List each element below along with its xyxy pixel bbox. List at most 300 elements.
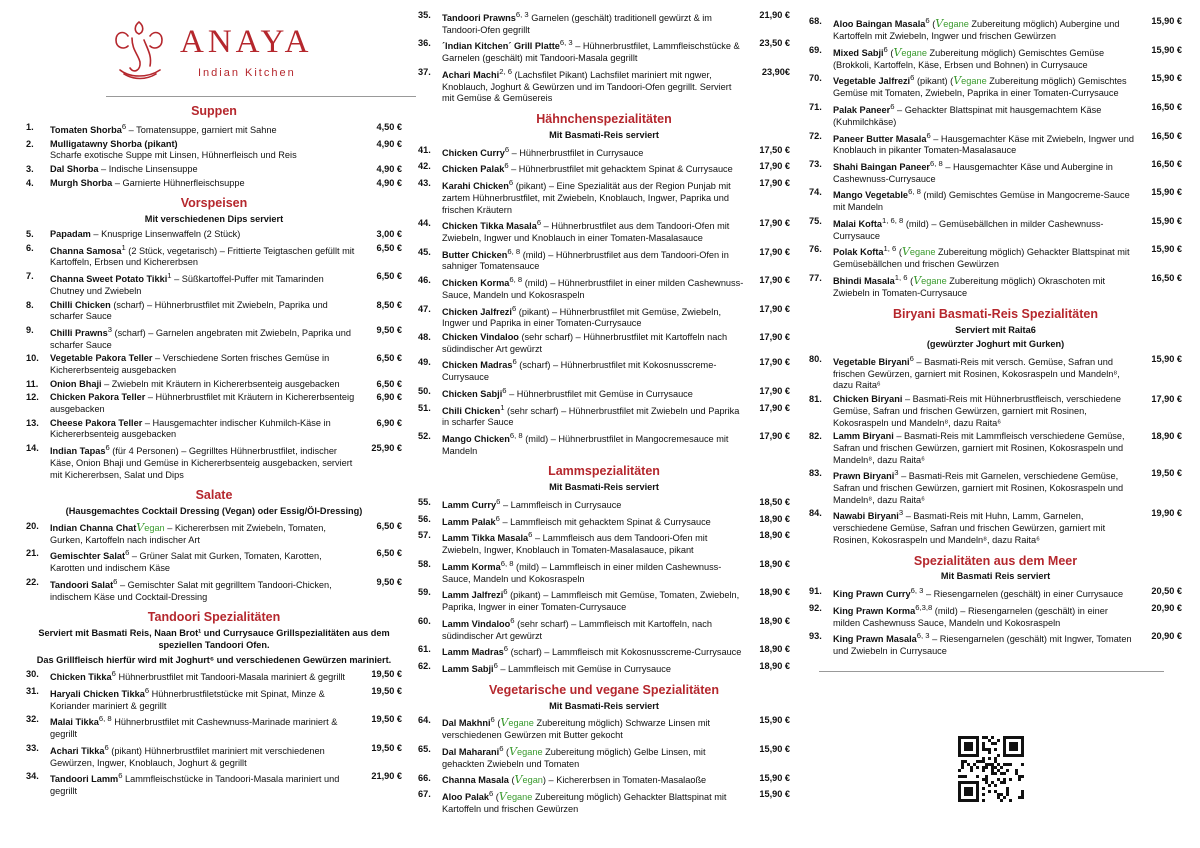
allergen-codes: 6 — [510, 615, 515, 625]
item-text: (für 4 Personen) – Gegrilltes Hühnerbrustfilet, indischer Käse, Onion Bhaji und Gemüse in Kichererbsenteig ausgebacken, serviert mit Kichererbsen, Salat und Dips — [50, 446, 353, 480]
item-name: Mixed Sabji — [833, 47, 884, 58]
allergen-codes: 6 — [118, 771, 123, 781]
menu-item — [809, 216, 1182, 242]
item-description — [442, 616, 750, 642]
item-number: 32. — [26, 714, 39, 725]
vegan-label: egane — [517, 747, 543, 758]
item-price: 23,50 € — [759, 38, 790, 49]
item-number: 14. — [26, 443, 39, 454]
vegan-mark-icon: V — [500, 716, 509, 730]
item-description — [833, 131, 1142, 157]
allergen-codes: 6,3,8 — [915, 602, 933, 612]
item-description — [442, 514, 750, 529]
item-price: 16,50 € — [1151, 130, 1182, 141]
item-number: 60. — [418, 615, 431, 626]
item-name: Lamm Palak — [442, 516, 496, 527]
item-name: Chili Chicken — [442, 405, 501, 416]
item-number: 34. — [26, 771, 39, 782]
item-text: – Hausgemachter indischer Kuhmilch-Käse in Kichererbsenteig ausgebacken — [50, 417, 331, 440]
item-price: 18,90 € — [759, 558, 790, 569]
menu-item — [809, 187, 1182, 213]
item-text: Lammfleischstücke in Tandoori-Masala mariniert und gegrillt — [50, 774, 340, 797]
item-price: 25,90 € — [371, 443, 402, 454]
menu-item — [809, 631, 1182, 657]
item-text: Scharfe exotische Suppe mit Linsen, Hühnerfleisch und Reis — [50, 150, 297, 161]
item-text: – Basmati-Reis mit Huhn, Lamm, Garnelen, verschiedene Gemüse, Safran und frischen Gewürzen, garniert mit Rosinen, Kokosraspeln und Mandeln⁸, dazu Raita⁶ — [833, 511, 1106, 545]
item-number: 82. — [809, 431, 822, 442]
item-name: Prawn Biryani — [833, 471, 895, 482]
item-number: 47. — [418, 303, 431, 314]
item-price: 17,90 € — [759, 178, 790, 189]
item-text: (2 Stück, vegetarisch) – Frittierte Teigtaschen gefüllt mit Kartoffeln, Erbsen und Kichererbsen — [50, 245, 355, 268]
item-text: (mild) – Gemüsebällchen in milder Cashewnuss-Currysauce — [833, 218, 1104, 241]
item-name: Lamm Korma — [442, 561, 501, 572]
item-price: 17,90 € — [759, 218, 790, 229]
item-number: 7. — [26, 271, 34, 282]
allergen-codes: 6 — [925, 16, 930, 25]
item-price: 16,50 € — [1151, 102, 1182, 113]
item-price: 18,90 € — [759, 530, 790, 541]
item-text: (mild) – Riesengarnelen (geschält) in einer milden Cashewnuss Sauce, Mandeln und Kokosraspeln — [833, 605, 1108, 628]
item-name: Chicken Sabji — [442, 388, 503, 399]
item-number: 20. — [26, 520, 39, 531]
item-description — [50, 392, 362, 415]
item-name: Chicken Palak — [442, 164, 505, 175]
menu-item — [418, 275, 790, 301]
menu-item — [26, 271, 402, 297]
allergen-codes: 6 — [113, 576, 118, 586]
vegan-label: egane — [508, 718, 534, 729]
item-price: 6,50 € — [376, 520, 402, 531]
vegan-label: egane — [943, 19, 969, 30]
menu-item — [26, 714, 402, 740]
item-description — [442, 403, 750, 429]
item-description — [833, 102, 1142, 128]
item-name: Murgh Shorba — [50, 177, 113, 188]
item-text: – Basmati-Reis mit Lammfleisch verschiedene Gemüse, Safran und frischen Gewürzen, garniert mit Rosinen, Kokosraspeln und Mandeln⁸, dazu Raita⁶ — [833, 431, 1125, 465]
item-description — [833, 45, 1142, 72]
item-name: Channa Samosa — [50, 245, 122, 256]
menu-item — [26, 243, 402, 269]
item-price: 15,90 € — [1151, 354, 1182, 365]
item-description — [833, 631, 1142, 657]
item-name: Vegetable Jalfrezi — [833, 76, 911, 87]
item-price: 15,90 € — [1151, 215, 1182, 226]
allergen-codes: 3 — [894, 468, 899, 478]
item-number: 71. — [809, 102, 822, 113]
item-note: ( — [494, 718, 501, 729]
item-text: Zubereitung möglich) Gehackter Blattspinat mit Kartoffeln und frischen Gewürzen — [442, 791, 727, 814]
item-description — [442, 38, 750, 64]
item-number: 46. — [418, 275, 431, 286]
item-price: 9,50 € — [376, 576, 402, 587]
menu-item — [809, 603, 1182, 629]
menu-item — [418, 304, 790, 330]
menu-item — [418, 789, 790, 816]
item-description — [50, 771, 362, 797]
item-name: Lamm Sabji — [442, 664, 494, 674]
item-price: 15,90 € — [1151, 244, 1182, 255]
item-number: 22. — [26, 576, 39, 587]
column-3-sections — [809, 16, 1182, 658]
allergen-codes: 6 — [488, 788, 494, 798]
item-description — [50, 122, 362, 137]
menu-item — [418, 161, 790, 176]
item-description — [442, 67, 750, 105]
item-name: Malai Tikka — [50, 717, 99, 728]
item-text: – Basmati-Reis mit versch. Gemüse, Safran und frischen Gewürzen, garniert mit Rosinen, Kokosraspeln und Mandeln⁸, dazu Raita⁶ — [833, 357, 1120, 391]
menu-item — [26, 178, 402, 190]
item-price: 6,50 € — [376, 378, 402, 389]
item-price: 4,90 € — [376, 177, 402, 188]
vegan-mark-icon: V — [901, 245, 910, 259]
item-description — [442, 178, 750, 216]
item-description — [442, 773, 750, 787]
item-price: 15,90 € — [1151, 73, 1182, 84]
item-name: Lamm Vindaloo — [442, 618, 511, 629]
item-number: 37. — [418, 66, 431, 77]
item-text: – Hühnerbrustfilet, Lammfleischstücke & Garnelen (geschält) mit Tandoori-Masala gegrillt — [442, 41, 740, 64]
menu-item — [26, 669, 402, 684]
item-text: (pikant) – Lammfleisch mit Gemüse, Tomaten, Zwiebeln, Paprika, Ingwer in einer Tomaten-Currysauce — [442, 590, 740, 613]
item-price: 20,50 € — [1151, 586, 1182, 597]
section-title: Suppen — [191, 104, 237, 118]
allergen-codes: 1, 6 — [894, 273, 908, 283]
item-number: 93. — [809, 631, 822, 642]
item-number: 45. — [418, 246, 431, 257]
item-number: 61. — [418, 644, 431, 655]
item-description — [442, 275, 750, 301]
item-name: Vegetable Biryani — [833, 357, 910, 368]
item-description — [50, 577, 362, 603]
item-text: – Riesengarnelen (geschält) in einer Currysauce — [923, 589, 1124, 600]
section-subtitle: Das Grillfleisch hierfür wird mit Joghurt⁶ und verschiedenen Gewürzen mariniert. — [36, 654, 392, 665]
item-text: – Kichererbsen mit Zwiebeln, Tomaten, Gurken, Kartoffeln nach indischer Art — [50, 522, 326, 545]
divider — [106, 96, 416, 97]
item-price: 9,50 € — [376, 324, 402, 335]
item-price: 18,90 € — [759, 587, 790, 598]
item-number: 69. — [809, 44, 822, 55]
vegan-label: egan — [522, 774, 543, 785]
menu-column-2 — [418, 0, 790, 815]
item-text: ) – Kichererbsen in Tomaten-Masalaoße — [542, 774, 707, 785]
ganesha-logo-icon — [104, 16, 174, 82]
item-name: Lamm Jalfrezi — [442, 590, 504, 601]
item-description — [442, 332, 750, 355]
item-price: 18,90 € — [759, 644, 790, 655]
item-name: Channa Masala — [442, 774, 509, 785]
item-name: Lamm Curry — [442, 500, 497, 510]
item-note: ( — [929, 19, 936, 30]
allergen-codes: 6 — [890, 102, 895, 112]
item-number: 92. — [809, 602, 822, 613]
section-title: Vorspeisen — [180, 196, 248, 211]
vegan-mark-icon: V — [935, 17, 944, 31]
menu-item — [26, 577, 402, 603]
allergen-codes: 6 — [490, 715, 495, 725]
item-number: 42. — [418, 161, 431, 172]
section-title: Hähnchenspezialitäten — [536, 112, 672, 126]
allergen-codes: 3 — [107, 324, 112, 334]
item-number: 58. — [418, 558, 431, 569]
menu-column-3 — [809, 0, 1182, 672]
menu-item — [809, 586, 1182, 601]
allergen-codes: 1 — [121, 242, 126, 252]
item-name: Papadam — [50, 228, 91, 239]
item-description — [442, 559, 750, 585]
item-price: 17,50 € — [759, 144, 790, 155]
item-text: – Hühnerbrustfilet mit gehacktem Spinat & Currysauce — [508, 164, 733, 175]
item-text: – Hühnerbrustfilet aus dem Tandoori-Ofen mit Zwiebeln, Ingwer und Knoblauch in einer Tomaten-Masalasauce — [442, 221, 730, 243]
item-number: 68. — [809, 16, 822, 26]
section-subtitle: (gewürzter Joghurt mit Gurken) — [926, 339, 1065, 350]
item-name: Aloo Palak — [442, 791, 489, 802]
allergen-codes: 6 — [144, 686, 150, 696]
item-text: – Hühnerbrustfilet mit Kräutern in Kichererbsenteig ausgebacken — [50, 392, 355, 415]
item-price: 19,50 € — [371, 669, 402, 680]
item-description — [50, 743, 362, 769]
item-number: 75. — [809, 215, 822, 226]
menu-item — [809, 131, 1182, 157]
item-description — [442, 789, 750, 816]
item-text: – Lammfleisch in Currysauce — [500, 500, 622, 510]
vegan-label: egane — [909, 247, 936, 258]
item-number: 10. — [26, 353, 39, 364]
item-number: 41. — [418, 144, 431, 155]
allergen-codes: 6 — [883, 44, 888, 54]
item-name: Tandoori Lamm — [50, 774, 119, 785]
item-text: (scharf) – Lammfleisch mit Kokosnusscreme-Currysauce — [508, 647, 742, 658]
allergen-codes: 6 — [512, 357, 517, 367]
brand-tagline: Indian Kitchen — [198, 67, 296, 79]
menu-item — [418, 357, 790, 383]
item-description — [50, 271, 362, 297]
menu-item — [26, 164, 402, 176]
menu-item — [809, 508, 1182, 546]
item-name: Gemischter Salat — [50, 551, 126, 562]
section-title: Lammspezialitäten — [548, 464, 660, 479]
item-number: 77. — [809, 273, 822, 284]
item-text: (mild) – Lammfleisch in einer milden Cashewnuss-Sauce, Mandeln und Kokosraspeln — [442, 561, 722, 584]
section-subtitle: Serviert mit Raita6 — [955, 324, 1036, 335]
item-name: Lamm Madras — [442, 647, 504, 658]
item-price: 3,00 € — [376, 228, 402, 239]
item-description — [50, 714, 362, 740]
item-number: 21. — [26, 548, 39, 559]
item-price: 15,90 € — [759, 772, 790, 783]
allergen-codes: 6, 3 — [515, 10, 529, 19]
item-price: 17,90 € — [759, 430, 790, 441]
item-number: 74. — [809, 187, 822, 198]
item-name: Butter Chicken — [442, 249, 508, 260]
item-text: – Basmati-Reis mit Garnelen, verschiedene Gemüse, Safran und frischen Gewürzen, garniert mit Rosinen, Kokosraspeln und Mandeln⁸, dazu Raita⁶ — [833, 471, 1124, 505]
item-price: 17,90 € — [759, 275, 790, 286]
section-title: Salate — [195, 488, 233, 503]
allergen-codes: 6, 8 — [98, 714, 112, 724]
section-subtitle: Mit Basmati-Reis serviert — [549, 129, 659, 140]
item-price: 17,90 € — [759, 357, 790, 368]
section-subtitle: Mit Basmati Reis serviert — [940, 571, 1051, 582]
allergen-codes: 6 — [104, 742, 109, 752]
section-title: Vegetarische und vegane Spezialitäten — [489, 682, 719, 697]
item-number: 5. — [26, 228, 34, 239]
menu-item — [418, 587, 790, 613]
item-number: 83. — [809, 468, 822, 479]
item-text: (scharf) – Hühnerbrustfilet mit Kokosnusscreme-Currysauce — [442, 360, 717, 383]
menu-item — [418, 773, 790, 787]
item-name: King Prawn Masala — [833, 634, 917, 645]
item-price: 8,50 € — [376, 299, 402, 310]
menu-item — [809, 102, 1182, 128]
item-price: 21,90 € — [759, 10, 790, 20]
menu-item — [418, 616, 790, 642]
item-description — [442, 497, 750, 512]
allergen-codes: 6 — [502, 385, 507, 395]
item-name: Dal Shorba — [50, 164, 99, 174]
item-price: 16,50 € — [1151, 273, 1182, 284]
allergen-codes: 6 — [910, 73, 915, 83]
allergen-codes: 1, 6, 8 — [882, 215, 904, 225]
allergen-codes: 6 — [528, 530, 533, 540]
item-name: King Prawn Curry — [833, 589, 911, 600]
allergen-codes: 6, 3 — [559, 38, 573, 48]
item-text: – Indische Linsensuppe — [98, 164, 198, 174]
item-number: 73. — [809, 159, 822, 170]
item-name: King Prawn Korma — [833, 605, 916, 616]
allergen-codes: 6 — [503, 587, 508, 597]
item-name: Chicken Pakora Teller — [50, 392, 146, 403]
item-text: – Verschiedene Sorten frisches Gemüse in Kichererbsenteig ausgebacken — [50, 353, 330, 375]
allergen-codes: 6 — [105, 443, 110, 453]
item-number: 66. — [418, 772, 431, 783]
item-number: 12. — [26, 392, 39, 403]
item-note: ( — [503, 747, 510, 758]
item-description — [50, 686, 362, 712]
item-price: 20,90 € — [1151, 631, 1182, 642]
section-title: Tandoori Spezialitäten — [147, 610, 281, 625]
item-number: 8. — [26, 299, 34, 310]
item-name: Karahi Chicken — [442, 181, 509, 192]
allergen-codes: 1 — [167, 271, 172, 281]
item-name: Chicken Madras — [442, 360, 513, 371]
item-description — [50, 669, 362, 684]
vegan-label: egane — [901, 47, 927, 58]
item-price: 19,50 € — [371, 714, 402, 725]
item-description — [50, 325, 362, 351]
item-text: (scharf) – Garnelen angebraten mit Zwiebeln, Paprika und scharfer Sauce — [50, 327, 351, 350]
item-price: 6,50 € — [376, 242, 402, 253]
item-name: Onion Bhaji — [50, 378, 102, 389]
allergen-codes: 6 — [499, 743, 504, 753]
menu-item — [418, 38, 790, 64]
item-text: (sehr scharf) – Lammfleisch mit Kartoffeln, nach südindischer Art gewürzt — [442, 618, 712, 641]
item-name: Tomaten Shorba — [50, 124, 122, 135]
column-2-sections — [418, 10, 790, 815]
section-subtitle: Mit Basmati-Reis serviert — [549, 482, 659, 493]
item-price: 17,90 € — [759, 402, 790, 413]
item-name: Cheese Pakora Teller — [50, 417, 143, 428]
item-text: (Lachsfilet Pikant) Lachsfilet mariniert mit ngwer, Knoblauch, Joghurt & Gewürzen und im Tandoori-Ofen gegrillt. Serviert mit Gemüse & Gemüsereis — [442, 69, 732, 104]
item-price: 17,90 € — [1151, 394, 1182, 405]
item-number: 44. — [418, 218, 431, 229]
item-text: Hühnerbrustfilet mit Cashewnuss-Marinade mariniert & gegrillt — [50, 717, 338, 740]
item-note: ( — [508, 774, 515, 785]
item-description — [833, 354, 1142, 392]
allergen-codes: 6 — [493, 660, 498, 670]
item-number: 70. — [809, 73, 822, 84]
item-number: 91. — [809, 586, 822, 597]
item-text: Zubereitung möglich) Gemischtes Gemüse mit Tomaten, Zwiebeln, Paprika in einer Tomaten-Currysauce — [833, 76, 1127, 99]
item-text: – Zwiebeln mit Kräutern in Kichererbsenteig ausgebacken — [101, 378, 340, 389]
menu-item — [809, 394, 1182, 429]
item-number: 52. — [418, 430, 431, 441]
item-name: Chicken Curry — [442, 147, 505, 158]
menu-item — [809, 431, 1182, 466]
item-description — [833, 16, 1142, 43]
menu-item — [418, 715, 790, 742]
item-number: 62. — [418, 660, 431, 671]
item-name: Mulligatawny Shorba (pikant) — [50, 138, 178, 149]
allergen-codes: 6 — [504, 144, 510, 154]
item-text: – Hühnerbrustfilet in Currysauce — [509, 147, 644, 158]
vegan-label: egane — [921, 276, 947, 287]
item-number: 64. — [418, 715, 431, 726]
item-price: 4,90 € — [376, 164, 402, 174]
item-description — [833, 187, 1142, 213]
item-number: 50. — [418, 385, 431, 396]
allergen-codes: 2, 6 — [499, 66, 512, 76]
item-text: Hühnerbrustfilet mit Tandoori-Masala mariniert & gegrillt — [115, 672, 345, 683]
menu-item — [809, 273, 1182, 300]
menu-item — [26, 325, 402, 351]
menu-item — [418, 178, 790, 216]
item-price: 6,50 € — [376, 353, 402, 364]
item-description — [442, 431, 750, 457]
item-price: 18,90 € — [759, 615, 790, 626]
item-name: Chicken Biryani — [833, 394, 903, 405]
item-number: 49. — [418, 357, 431, 368]
vegan-label: egane — [961, 76, 987, 87]
item-name: Polak Kofta — [833, 247, 884, 258]
allergen-codes: 6, 3 — [910, 586, 924, 596]
item-number: 67. — [418, 788, 431, 799]
section-title: Spezialitäten aus dem Meer — [913, 553, 1078, 568]
item-number: 59. — [418, 587, 431, 598]
item-description — [442, 161, 750, 176]
item-description — [50, 300, 362, 323]
item-number: 57. — [418, 530, 431, 541]
item-number: 76. — [809, 244, 822, 255]
menu-item — [418, 218, 790, 244]
item-text: Zubereitung möglich) Okraschoten mit Zwiebeln in Tomaten-Currysauce — [833, 276, 1105, 299]
item-text: – Tomatensuppe, garniert mit Sahne — [126, 124, 277, 135]
item-name: ´Indian Kitchen´ Grill Platte — [442, 41, 560, 52]
menu-item — [26, 443, 402, 481]
item-price: 4,50 € — [376, 121, 402, 132]
vegan-mark-icon: V — [514, 772, 523, 786]
item-text: (mild) – Hühnerbrustfilet in Mangocremesauce mit Mandeln — [442, 434, 729, 456]
item-number: 30. — [26, 669, 39, 680]
menu-item — [418, 145, 790, 160]
item-price: 23,90€ — [761, 66, 790, 77]
allergen-codes: 3 — [898, 508, 904, 518]
item-description — [442, 145, 750, 160]
menu-item — [418, 332, 790, 355]
item-description — [50, 548, 362, 574]
item-number: 72. — [809, 130, 822, 141]
item-text: (sehr scharf) – Hühnerbrustfilet mit Kartoffeln nach südindischer Art gewürzt — [442, 331, 728, 354]
item-price: 18,90 € — [1151, 431, 1182, 442]
